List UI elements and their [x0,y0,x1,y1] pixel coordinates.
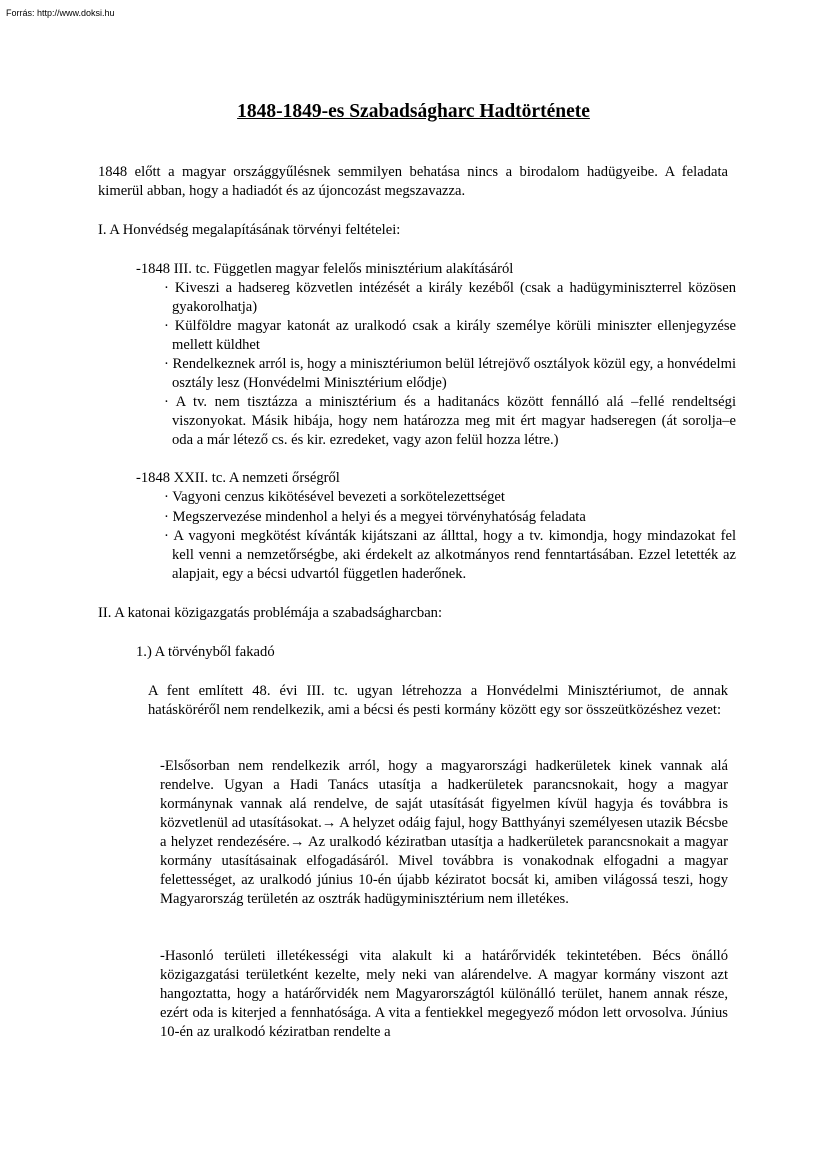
law-1-item: · A tv. nem tisztázza a minisztérium és a haditanács között fennálló alá –fellé rendeltségi viszonyokat. Másik hibája, hogy nem határozza meg mit ért magyar hadseregen (át sorolja–e oda a már létező cs. és kir. ezredeket, vagy azon felül hozza létre.) [164,394,736,448]
body-paragraph: -Hasonló területi illetékességi vita alakult ki a határőrvidék tekintetében. Bécs önálló közigazgatási területként kezelte, mely neki van alárendelve. A magyar kormány viszont azt hangoztatta, hogy a határőrvidék nem Magyarországtól különálló terület, hanem annak része, ezért oda is kiterjed a fennhatósága. A vita a fentiekkel megegyező módon lett orvosolva. Június 10-én az uralkodó kéziratban rendelte a [160,948,728,1040]
law-1-item: · Kiveszi a hadsereg közvetlen intézését a király kezéből (csak a hadügyminiszterrel közösen gyakorolhatja) [164,280,736,315]
law-1-item: · Rendelkeznek arról is, hogy a minisztériumon belül létrejövő osztályok közül egy, a honvédelmi osztály lesz (Honvédelmi Minisztérium elődje) [164,356,736,391]
section-2-subheading: 1.) A törvényből fakadó [136,644,275,660]
section-2-heading: II. A katonai közigazgatás problémája a szabadságharcban: [98,605,443,621]
law-2-item: · A vagyoni megkötést kívánták kijátszani az állttal, hogy a tv. kimondja, hogy mindazokat fel kell venni a nemzetőrségbe, aki érdekelt az alkotmányos rend fenntartásában. Ezzel letették az alapjait, egy a bécsi udvartól független haderőnek. [164,528,736,582]
intro-paragraph: 1848 előtt a magyar országgyűlésnek semmilyen behatása nincs a birodalom hadügyeibe. A feladata kimerül abban, hogy a hadiadót és az újoncozást megszavazza. [98,164,728,199]
body-paragraph: A fent említett 48. évi III. tc. ugyan létrehozza a Honvédelmi Minisztériumot, de annak hatásköréről nem rendelkezik, ami a bécsi és pesti kormány között egy sor összeütközéshez vezet: [148,683,728,718]
law-1-title: -1848 III. tc. Független magyar felelős minisztérium alakításáról [136,261,514,277]
body-paragraph: -Elsősorban nem rendelkezik arról, hogy a magyarországi hadkerületek kinek vannak alá rendelve. Ugyan a Hadi Tanács utasítja a hadkerületek parancsnokait, hogy a magyar kormánynak vannak alá rendelve, de saját utasítását figyelmen kívül hagyja és továbbra is közvetlenül ad utasításokat.→ A helyzet odáig fajul, hogy Batthyányi személyesen utazik Bécsbe a helyzet rendezésére.→ Az uralkodó kéziratban utasítja a hadkerületek parancsnokait a magyar kormány utasításainak elfogadásáról. Mivel továbbra is vonakodnak elfogadni a magyar felettességet, az uralkodó június 10-én újabb kéziratot bocsát ki, amiben világossá teszi, hogy Magyarország területén az osztrák hadügyminisztérium nem illetékes. [160,758,728,907]
source-note: Forrás: http://www.doksi.hu [6,8,115,18]
section-1-heading: I. A Honvédség megalapításának törvényi feltételei: [98,222,401,238]
law-1-item: · Külföldre magyar katonát az uralkodó csak a király személye körüli miniszter ellenjegyzése mellett küldhet [164,318,736,353]
page-title: 1848-1849-es Szabadságharc Hadtörténete [237,101,590,122]
law-2-item: · Vagyoni cenzus kikötésével bevezeti a sorkötelezettséget [164,489,505,505]
law-2-item: · Megszervezése mindenhol a helyi és a megyei törvényhatóság feladata [164,509,586,525]
law-2-title: -1848 XXII. tc. A nemzeti őrségről [136,470,340,486]
